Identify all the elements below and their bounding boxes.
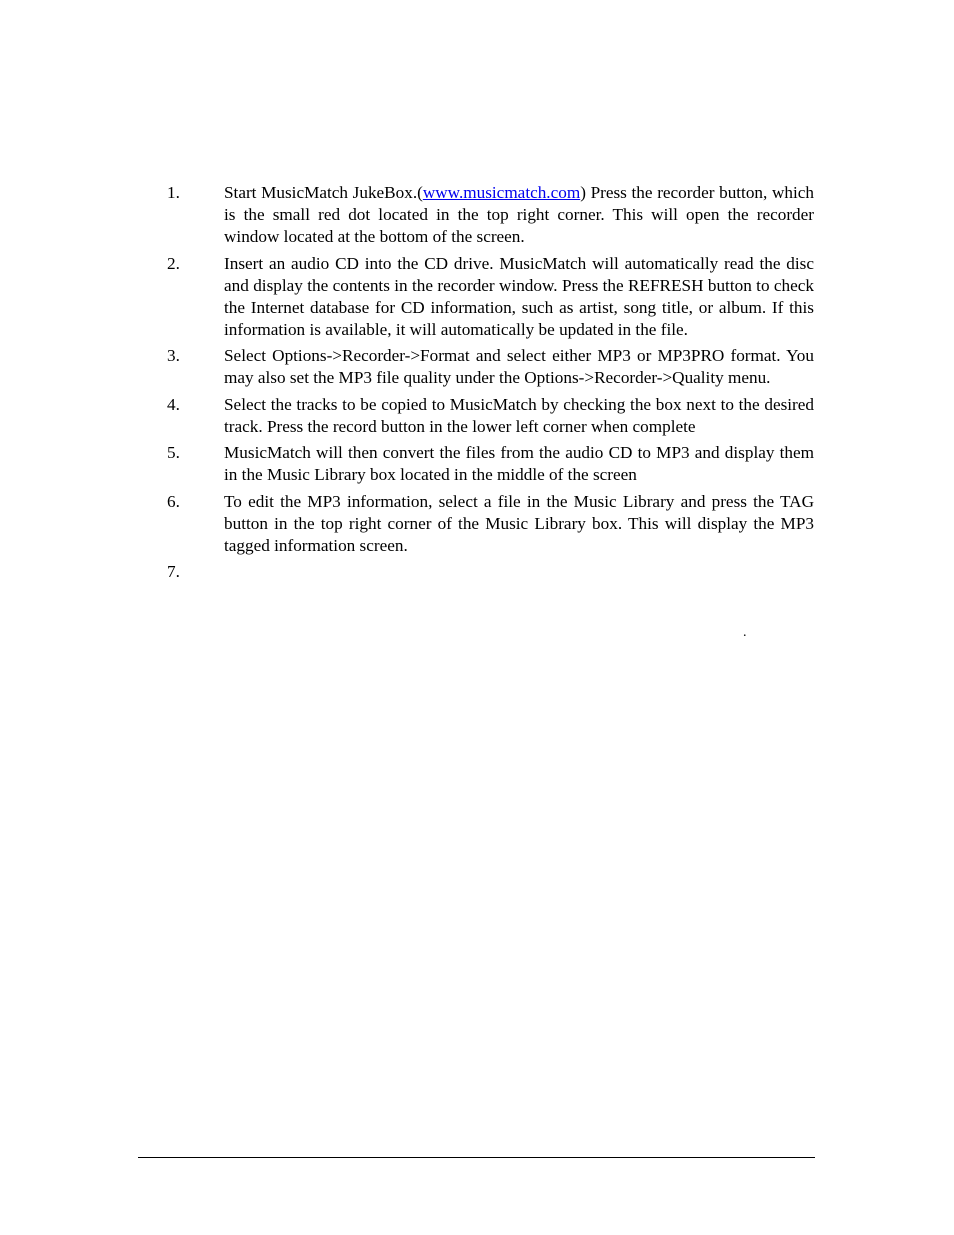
step-number: 1.: [167, 183, 180, 202]
step-number: 3.: [167, 346, 180, 365]
step-text: Select the tracks to be copied to MusicMatch by checking the box next to the desired track. Press the record button in the lower left corner when complete: [224, 394, 814, 436]
step-text: [224, 182, 814, 248]
step-number: 5.: [167, 443, 180, 462]
list-item-step-6: [167, 491, 814, 557]
list-item-step-4: [167, 394, 814, 438]
footer-divider: [138, 1157, 815, 1158]
musicmatch-link[interactable]: www.musicmatch.com: [422, 183, 581, 202]
step-number: 2.: [167, 253, 180, 273]
list-item-step-2: [167, 253, 814, 341]
list-item-step-7: [167, 561, 814, 583]
list-item-step-1: [167, 182, 814, 248]
step-text: Select Options->Recorder->Format and select either MP3 or MP3PRO format. You may also set the MP3 file quality under the Options->Recorder->Quality menu.: [224, 346, 814, 387]
step-number: 7.: [167, 562, 180, 581]
step-text-before-link: Start MusicMatch JukeBox.(: [224, 183, 423, 202]
step-text: [224, 561, 814, 583]
step-text: MusicMatch will then convert the files from the audio CD to MP3 and display them in the Music Library box located in the middle of the screen: [224, 443, 814, 484]
step-text: Insert an audio CD into the CD drive. MusicMatch will automatically read the disc and display the contents in the recorder window. Press the REFRESH button to check the Internet database for CD information, such as artist, song title, or album. If this information is available, it will automatically be updated in the file.: [224, 253, 814, 339]
step-text: To edit the MP3 information, select a file in the Music Library and press the TAG button in the top right corner of the Music Library box. This will display the MP3 tagged information screen.: [224, 491, 814, 555]
list-item-step-5: [167, 442, 814, 486]
step-text-after-link: ) Press the recorder button, which is the small red dot located in the top right corner. This will open the recorder window located at the bottom of the screen.: [224, 183, 814, 246]
instruction-list: [167, 182, 814, 588]
list-item-step-3: [167, 345, 814, 389]
step-number: 6.: [167, 491, 180, 511]
stray-period-mark: .: [743, 625, 747, 640]
step-number: 4.: [167, 394, 180, 414]
